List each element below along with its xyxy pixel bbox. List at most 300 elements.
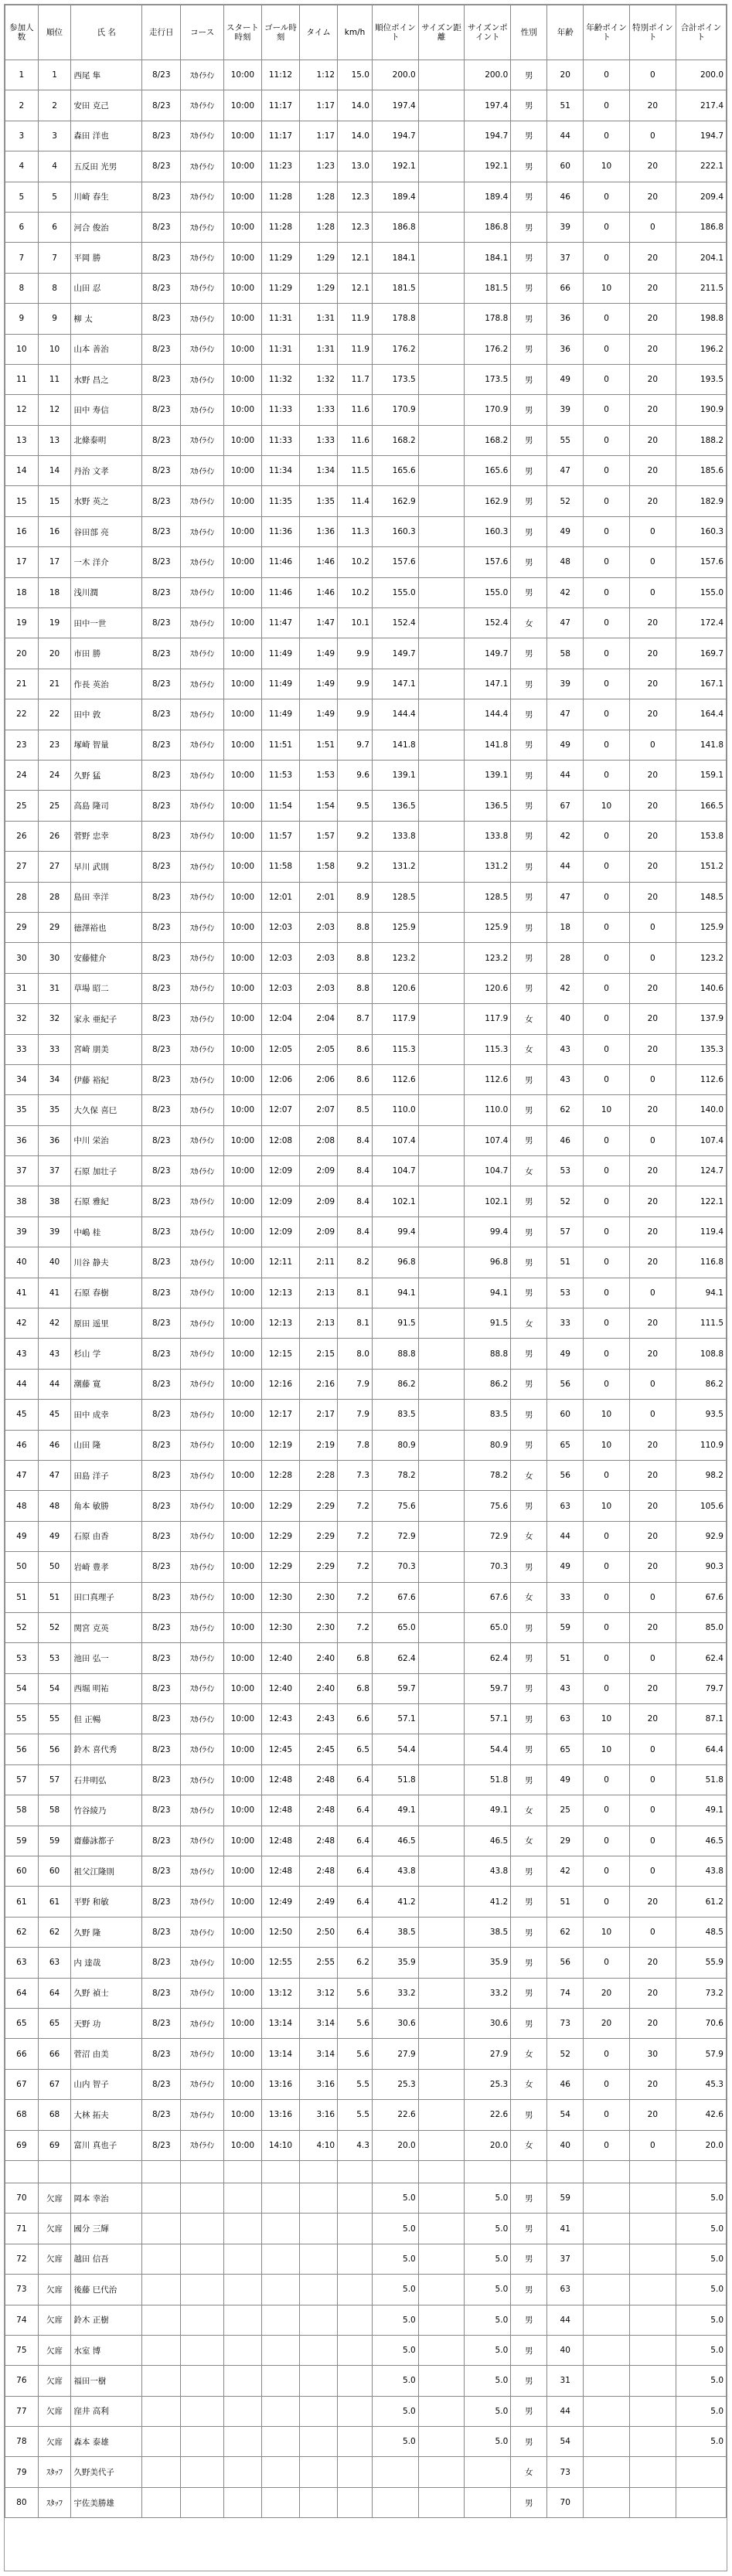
- table-cell: [418, 577, 465, 607]
- table-cell: 78.2: [465, 1460, 511, 1490]
- table-cell: 0: [584, 425, 630, 455]
- table-cell: 13:12: [261, 1978, 299, 2008]
- table-cell: 24: [38, 760, 71, 790]
- table-cell: 20: [629, 882, 676, 912]
- table-cell: 3:14: [300, 2009, 338, 2039]
- table-cell: 41.2: [465, 1887, 511, 1917]
- table-cell: 13:14: [261, 2009, 299, 2039]
- table-cell: 11:17: [261, 121, 299, 151]
- table-cell: 8/23: [142, 182, 181, 212]
- table-row: [5, 1521, 727, 1551]
- table-cell: [418, 1552, 465, 1582]
- table-cell: 0: [584, 90, 630, 121]
- table-cell: 128.5: [372, 882, 418, 912]
- table-cell: 19: [5, 608, 39, 638]
- table-cell: [418, 2366, 465, 2396]
- table-cell: [418, 2069, 465, 2099]
- table-cell: [181, 2275, 224, 2305]
- table-cell: 39: [5, 1217, 39, 1247]
- table-cell: [142, 2457, 181, 2487]
- table-cell: 72.9: [465, 1521, 511, 1551]
- table-cell: 12:40: [261, 1643, 299, 1673]
- table-cell: ｽｶｲﾗｲﾝ: [181, 882, 224, 912]
- table-cell: 25.3: [465, 2069, 511, 2099]
- table-cell: ｽｶｲﾗｲﾝ: [181, 1430, 224, 1460]
- table-cell: 12:30: [261, 1582, 299, 1612]
- table-cell: 20: [629, 182, 676, 212]
- table-cell: 65.0: [465, 1612, 511, 1642]
- table-cell: 48: [5, 1491, 39, 1521]
- table-cell: 36: [38, 1125, 71, 1155]
- table-cell: 11:54: [261, 791, 299, 821]
- table-cell: 10:00: [223, 1095, 261, 1125]
- table-cell: 152.4: [465, 608, 511, 638]
- table-cell: 10:00: [223, 1247, 261, 1278]
- table-cell: 女: [511, 1826, 547, 1856]
- table-cell: 80: [5, 2487, 39, 2517]
- table-row: [5, 821, 727, 851]
- table-cell: 73: [547, 2009, 584, 2039]
- table-cell: 20: [629, 1217, 676, 1247]
- table-cell: [418, 1521, 465, 1551]
- table-cell: 12:09: [261, 1186, 299, 1217]
- table-cell: 90.3: [676, 1552, 726, 1582]
- table-cell: 137.9: [676, 1004, 726, 1034]
- table-cell: 26: [38, 821, 71, 851]
- table-cell: 48: [38, 1491, 71, 1521]
- table-cell: ｽｶｲﾗｲﾝ: [181, 1612, 224, 1642]
- table-cell: 176.2: [372, 334, 418, 364]
- table-cell: 6.4: [338, 1856, 373, 1887]
- table-cell: 35: [38, 1095, 71, 1125]
- table-cell: [338, 2396, 373, 2426]
- table-cell: 0: [584, 852, 630, 882]
- table-cell: ｽｶｲﾗｲﾝ: [181, 1034, 224, 1064]
- table-cell: 男: [511, 577, 547, 607]
- table-cell: 10:00: [223, 243, 261, 273]
- table-cell: 0: [584, 1521, 630, 1551]
- table-cell: 155.0: [676, 577, 726, 607]
- table-cell: 62.4: [465, 1643, 511, 1673]
- table-cell: 46.5: [465, 1826, 511, 1856]
- table-row: [5, 1064, 727, 1094]
- table-cell: 男: [511, 730, 547, 760]
- table-cell: 男: [511, 821, 547, 851]
- table-cell: 77: [5, 2396, 39, 2426]
- column-header: 合計ポイント: [676, 5, 726, 60]
- table-cell: 11.7: [338, 364, 373, 394]
- table-cell: 50: [5, 1552, 39, 1582]
- table-cell: 10:00: [223, 456, 261, 486]
- table-cell: 13:16: [261, 2069, 299, 2099]
- table-cell: 8/23: [142, 1582, 181, 1612]
- table-cell: 168.2: [465, 425, 511, 455]
- table-cell: 11:32: [261, 364, 299, 394]
- table-cell: ｽｶｲﾗｲﾝ: [181, 1491, 224, 1521]
- table-cell: 男: [511, 2335, 547, 2365]
- table-cell: 59: [38, 1826, 71, 1856]
- table-cell: [418, 2244, 465, 2274]
- table-cell: [418, 60, 465, 90]
- table-cell: 11:35: [261, 486, 299, 516]
- table-cell: 41.2: [372, 1887, 418, 1917]
- table-cell: [465, 2487, 511, 2517]
- table-cell: 0: [584, 1460, 630, 1490]
- table-cell: 1:36: [300, 516, 338, 546]
- table-cell: 2:16: [300, 1369, 338, 1399]
- table-row: [5, 1339, 727, 1369]
- table-cell: 5.0: [676, 2214, 726, 2244]
- table-cell: [418, 364, 465, 394]
- table-cell: 竹谷綾乃: [71, 1795, 142, 1826]
- table-row: [5, 1460, 727, 1490]
- table-cell: 28: [5, 882, 39, 912]
- table-cell: 2:09: [300, 1217, 338, 1247]
- table-cell: 0: [584, 1764, 630, 1795]
- table-cell: 岩崎 豊孝: [71, 1552, 142, 1582]
- table-cell: 12.1: [338, 273, 373, 303]
- table-cell: 51.8: [676, 1764, 726, 1795]
- table-cell: 田中 寿信: [71, 395, 142, 425]
- table-cell: 8/23: [142, 425, 181, 455]
- table-row: [5, 2457, 727, 2487]
- table-cell: 192.1: [372, 151, 418, 182]
- table-cell: 37: [547, 243, 584, 273]
- table-cell: 43.8: [676, 1856, 726, 1887]
- table-cell: [629, 2457, 676, 2487]
- table-cell: 関宮 克英: [71, 1612, 142, 1642]
- table-cell: ｽｶｲﾗｲﾝ: [181, 760, 224, 790]
- table-cell: 42: [547, 1856, 584, 1887]
- table-cell: 30: [5, 943, 39, 973]
- table-cell: ｽｶｲﾗｲﾝ: [181, 456, 224, 486]
- table-cell: [418, 1430, 465, 1460]
- table-cell: 1:46: [300, 547, 338, 577]
- table-cell: [629, 2427, 676, 2457]
- table-cell: 9: [5, 304, 39, 334]
- table-row: [5, 425, 727, 455]
- table-cell: 男: [511, 1673, 547, 1703]
- table-cell: [418, 151, 465, 182]
- table-cell: [418, 1704, 465, 1734]
- table-cell: 11:57: [261, 821, 299, 851]
- table-cell: 男: [511, 1704, 547, 1734]
- table-cell: ｽｶｲﾗｲﾝ: [181, 1764, 224, 1795]
- table-cell: 65: [547, 1734, 584, 1764]
- table-cell: 2:30: [300, 1612, 338, 1642]
- table-cell: 20: [629, 852, 676, 882]
- table-cell: 8.1: [338, 1308, 373, 1339]
- table-cell: 2:40: [300, 1673, 338, 1703]
- table-cell: 女: [511, 608, 547, 638]
- table-cell: 10.2: [338, 547, 373, 577]
- table-cell: 60: [5, 1856, 39, 1887]
- table-cell: 79: [5, 2457, 39, 2487]
- table-cell: 2: [38, 90, 71, 121]
- table-cell: 6.4: [338, 1826, 373, 1856]
- table-cell: 49.1: [676, 1795, 726, 1826]
- table-cell: 196.2: [676, 334, 726, 364]
- table-row: [5, 304, 727, 334]
- table-cell: [418, 821, 465, 851]
- table-cell: 21: [38, 669, 71, 699]
- table-cell: 49: [547, 1764, 584, 1795]
- table-cell: 岡本 幸治: [71, 2183, 142, 2213]
- table-cell: 水野 英之: [71, 486, 142, 516]
- table-cell: 20.0: [465, 2130, 511, 2160]
- table-row: [5, 1948, 727, 1978]
- table-cell: ｽｶｲﾗｲﾝ: [181, 943, 224, 973]
- table-cell: 男: [511, 1095, 547, 1125]
- spacer-cell: [300, 2160, 338, 2183]
- table-cell: 8.7: [338, 1004, 373, 1034]
- table-cell: ｽｶｲﾗｲﾝ: [181, 2100, 224, 2130]
- table-cell: 40: [5, 1247, 39, 1278]
- table-cell: [261, 2244, 299, 2274]
- table-cell: 45: [5, 1400, 39, 1430]
- table-cell: 42.6: [676, 2100, 726, 2130]
- table-cell: 7.2: [338, 1552, 373, 1582]
- table-cell: 7.3: [338, 1460, 373, 1490]
- table-cell: 73.2: [676, 1978, 726, 2008]
- table-cell: 1:29: [300, 273, 338, 303]
- table-cell: 8/23: [142, 1095, 181, 1125]
- table-cell: 男: [511, 273, 547, 303]
- table-cell: 157.6: [676, 547, 726, 577]
- table-cell: 72: [5, 2244, 39, 2274]
- table-cell: 27.9: [465, 2039, 511, 2069]
- table-cell: 8/23: [142, 486, 181, 516]
- table-row: [5, 577, 727, 607]
- table-cell: 10:00: [223, 90, 261, 121]
- table-cell: 5.0: [372, 2427, 418, 2457]
- table-cell: 124.7: [676, 1156, 726, 1186]
- table-cell: 0: [584, 943, 630, 973]
- table-cell: 11:31: [261, 334, 299, 364]
- table-cell: 152.4: [372, 608, 418, 638]
- table-cell: 21: [5, 669, 39, 699]
- table-cell: 女: [511, 1582, 547, 1612]
- table-cell: 0: [584, 395, 630, 425]
- table-cell: 52: [547, 2039, 584, 2069]
- table-cell: 8/23: [142, 912, 181, 942]
- table-cell: 水野 昌之: [71, 364, 142, 394]
- table-cell: 44: [38, 1369, 71, 1399]
- table-cell: 8/23: [142, 638, 181, 669]
- table-cell: ｽｶｲﾗｲﾝ: [181, 90, 224, 121]
- table-cell: 9.6: [338, 760, 373, 790]
- table-cell: 0: [584, 608, 630, 638]
- table-cell: 52: [38, 1612, 71, 1642]
- table-cell: 62.4: [676, 1643, 726, 1673]
- table-cell: 8/23: [142, 1460, 181, 1490]
- table-cell: 10:00: [223, 1217, 261, 1247]
- table-cell: 49: [547, 730, 584, 760]
- table-cell: 125.9: [676, 912, 726, 942]
- table-cell: 11: [5, 364, 39, 394]
- table-cell: 12:48: [261, 1764, 299, 1795]
- table-cell: 63: [547, 2275, 584, 2305]
- table-cell: 63: [5, 1948, 39, 1978]
- table-cell: 110.0: [465, 1095, 511, 1125]
- table-cell: 11:49: [261, 638, 299, 669]
- table-cell: 157.6: [465, 547, 511, 577]
- table-cell: [418, 273, 465, 303]
- table-cell: 0: [584, 638, 630, 669]
- table-cell: 59.7: [372, 1673, 418, 1703]
- table-cell: 5.0: [372, 2275, 418, 2305]
- table-cell: 20: [629, 90, 676, 121]
- table-cell: 36: [547, 334, 584, 364]
- table-cell: 10:00: [223, 608, 261, 638]
- table-cell: 123.2: [465, 943, 511, 973]
- table-cell: 8/23: [142, 1734, 181, 1764]
- table-cell: 8.4: [338, 1186, 373, 1217]
- table-cell: 女: [511, 1795, 547, 1826]
- table-cell: 島田 幸洋: [71, 882, 142, 912]
- table-cell: 大林 拓夫: [71, 2100, 142, 2130]
- table-cell: [418, 1369, 465, 1399]
- table-cell: [300, 2275, 338, 2305]
- table-cell: 35: [5, 1095, 39, 1125]
- spacer-cell: [372, 2160, 418, 2183]
- table-cell: 41: [38, 1278, 71, 1308]
- table-cell: 20: [629, 1887, 676, 1917]
- table-cell: 8/23: [142, 2039, 181, 2069]
- table-cell: 2:40: [300, 1643, 338, 1673]
- table-row: [5, 121, 727, 151]
- table-cell: [629, 2487, 676, 2517]
- table-cell: 2:45: [300, 1734, 338, 1764]
- table-cell: [418, 2487, 465, 2517]
- spacer-cell: [584, 2160, 630, 2183]
- table-cell: 10:00: [223, 669, 261, 699]
- table-cell: 12.3: [338, 212, 373, 242]
- table-cell: 1:17: [300, 90, 338, 121]
- table-cell: [418, 1491, 465, 1521]
- table-cell: [142, 2396, 181, 2426]
- table-cell: 8/23: [142, 699, 181, 730]
- table-cell: 167.1: [676, 669, 726, 699]
- table-cell: 209.4: [676, 182, 726, 212]
- table-cell: 3:16: [300, 2069, 338, 2099]
- table-cell: 柳 太: [71, 304, 142, 334]
- table-cell: ｽｶｲﾗｲﾝ: [181, 273, 224, 303]
- table-cell: 44: [547, 852, 584, 882]
- table-cell: 10:00: [223, 334, 261, 364]
- table-cell: 69: [5, 2130, 39, 2160]
- table-cell: 186.8: [372, 212, 418, 242]
- table-cell: 75.6: [465, 1491, 511, 1521]
- table-cell: 1:32: [300, 364, 338, 394]
- table-cell: 8/23: [142, 1948, 181, 1978]
- table-cell: 46: [5, 1430, 39, 1460]
- table-cell: 49: [38, 1521, 71, 1551]
- table-cell: 12:11: [261, 1247, 299, 1278]
- table-cell: 20: [629, 1156, 676, 1186]
- table-cell: 1:31: [300, 304, 338, 334]
- table-cell: 8/23: [142, 730, 181, 760]
- table-row: [5, 90, 727, 121]
- table-cell: 185.6: [676, 456, 726, 486]
- table-cell: 男: [511, 364, 547, 394]
- table-cell: 男: [511, 2100, 547, 2130]
- table-cell: 山内 智子: [71, 2069, 142, 2099]
- table-cell: 160.3: [676, 516, 726, 546]
- table-cell: 20: [629, 1339, 676, 1369]
- table-cell: 70.3: [465, 1552, 511, 1582]
- table-cell: 8/23: [142, 1369, 181, 1399]
- table-cell: [584, 2183, 630, 2213]
- table-cell: 久野 禎士: [71, 1978, 142, 2008]
- spacer-cell: [223, 2160, 261, 2183]
- table-cell: 181.5: [465, 273, 511, 303]
- column-header: 順位ポイント: [372, 5, 418, 60]
- table-cell: ｽｶｲﾗｲﾝ: [181, 821, 224, 851]
- table-cell: 5.0: [676, 2183, 726, 2213]
- table-cell: 10: [584, 151, 630, 182]
- table-cell: 11:33: [261, 425, 299, 455]
- table-cell: 20.0: [676, 2130, 726, 2160]
- table-cell: 50: [38, 1552, 71, 1582]
- table-cell: 2:03: [300, 912, 338, 942]
- table-cell: 47: [547, 882, 584, 912]
- table-cell: ｽｶｲﾗｲﾝ: [181, 486, 224, 516]
- table-row: [5, 2427, 727, 2457]
- table-cell: 35.9: [372, 1948, 418, 1978]
- table-cell: 25.3: [372, 2069, 418, 2099]
- table-cell: ｽｶｲﾗｲﾝ: [181, 547, 224, 577]
- table-cell: 60: [38, 1856, 71, 1887]
- table-cell: 6.5: [338, 1734, 373, 1764]
- table-cell: 一木 洋介: [71, 547, 142, 577]
- table-cell: 8.5: [338, 1095, 373, 1125]
- column-header: 特別ポイント: [629, 5, 676, 60]
- table-cell: 51: [547, 1247, 584, 1278]
- table-cell: [418, 608, 465, 638]
- table-cell: 男: [511, 882, 547, 912]
- table-cell: 17: [38, 547, 71, 577]
- table-cell: [418, 425, 465, 455]
- table-cell: 47: [547, 608, 584, 638]
- table-cell: 男: [511, 1917, 547, 1947]
- table-cell: 11:31: [261, 304, 299, 334]
- table-cell: [418, 2275, 465, 2305]
- table-cell: [418, 730, 465, 760]
- table-cell: [584, 2396, 630, 2426]
- table-cell: 10:00: [223, 1064, 261, 1094]
- table-cell: 男: [511, 212, 547, 242]
- table-cell: [223, 2275, 261, 2305]
- table-cell: 12:30: [261, 1612, 299, 1642]
- table-cell: [223, 2366, 261, 2396]
- table-cell: 67.6: [372, 1582, 418, 1612]
- table-cell: 男: [511, 425, 547, 455]
- table-cell: 60: [547, 151, 584, 182]
- table-cell: 10:00: [223, 486, 261, 516]
- table-cell: 51: [547, 1887, 584, 1917]
- table-cell: 浅川潤: [71, 577, 142, 607]
- table-cell: [300, 2244, 338, 2274]
- table-cell: 20: [629, 973, 676, 1003]
- table-cell: 2:04: [300, 1004, 338, 1034]
- table-cell: 70.6: [676, 2009, 726, 2039]
- table-cell: 7: [38, 243, 71, 273]
- table-cell: 51: [38, 1582, 71, 1612]
- table-cell: 女: [511, 2069, 547, 2099]
- table-cell: 42: [547, 973, 584, 1003]
- table-cell: 0: [629, 121, 676, 151]
